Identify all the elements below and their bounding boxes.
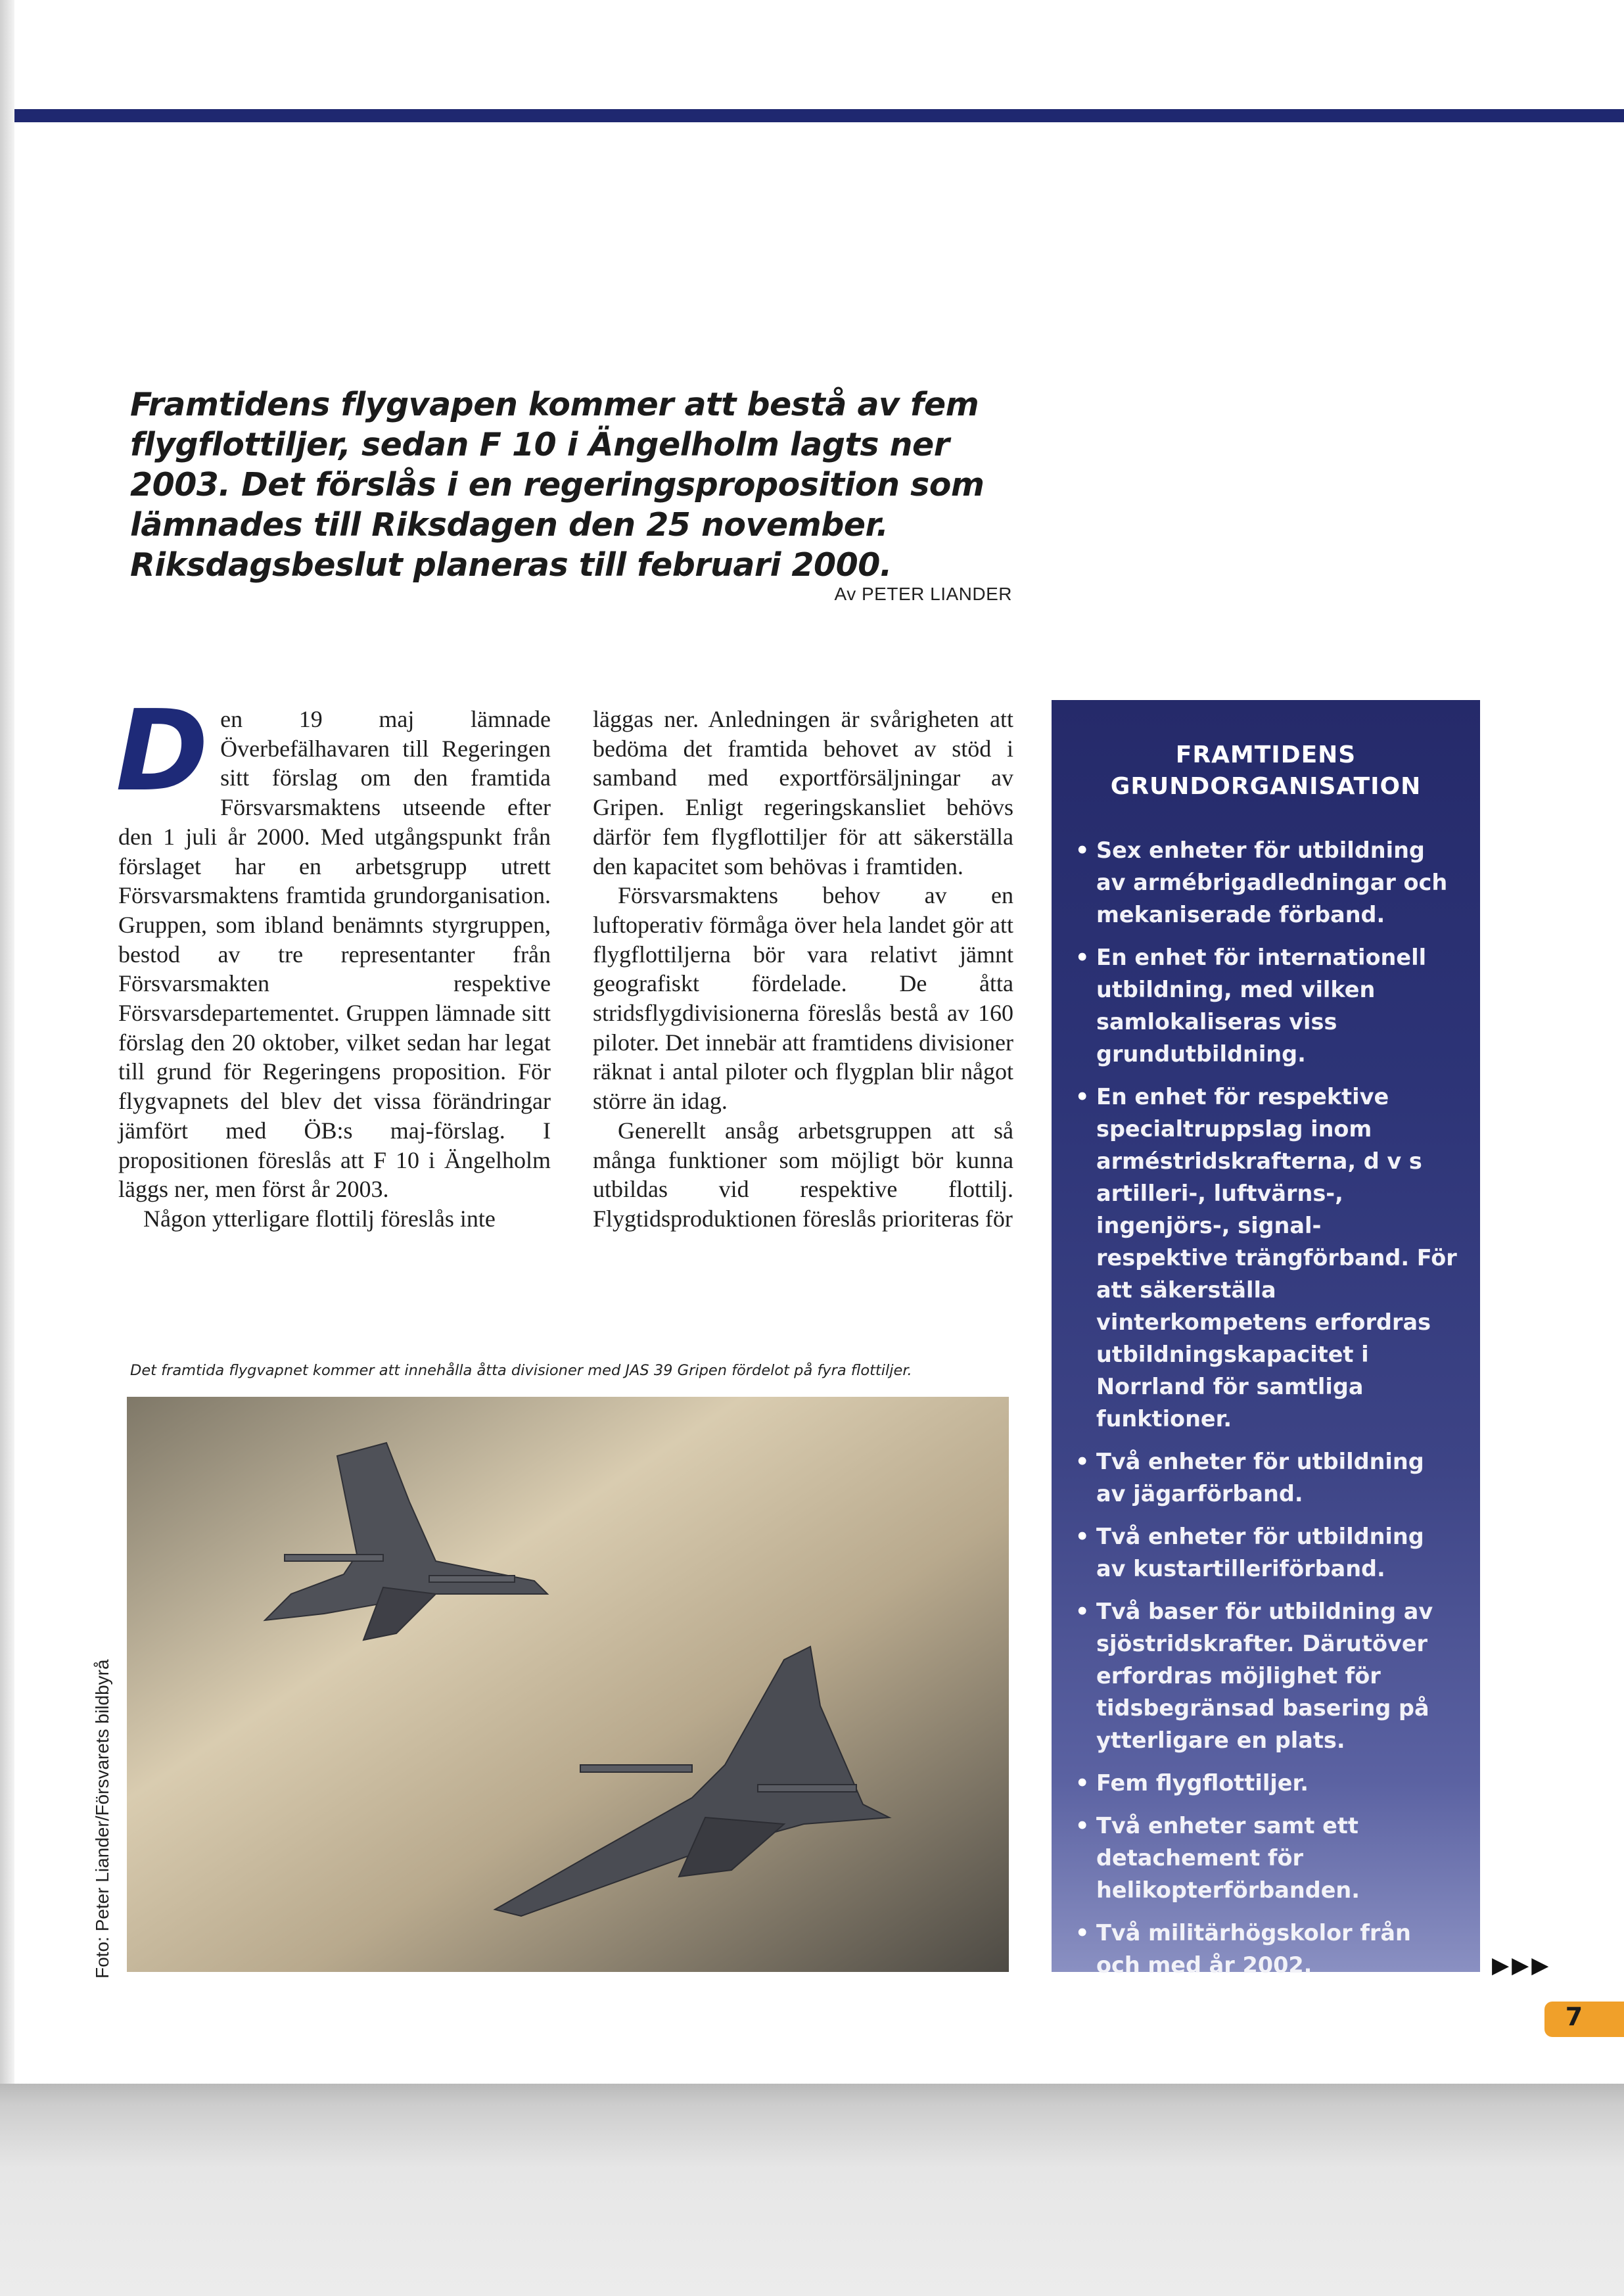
sidebar-item: • Två enheter för utbildning av jägarförband. bbox=[1074, 1445, 1458, 1510]
sidebar-item: • En enhet för respektive specialtruppslag inom arméstridskrafterna, d v s artilleri-, luftvärns-, ingenjörs-, signal- respektive trängförband. För att säkerställa vinterkompetens erfordras utbildningskapacitet i Norrland för samtliga funktioner. bbox=[1074, 1081, 1458, 1435]
sidebar-title bbox=[1074, 739, 1458, 803]
gripen-photo bbox=[127, 1397, 1009, 1972]
sidebar-item: • Två enheter samt ett detachement för helikopterförbanden. bbox=[1074, 1810, 1458, 1906]
article-column-1 bbox=[116, 686, 551, 1234]
article-paragraph: Försvarsmaktens behov av en luftoperativ förmåga över hela landet gör att flygflottiljerna bör vara relativt jämnt geografiskt fördelade. De åtta stridsflygdivisionerna föreslås bestå av 160 piloter. Det innebär att framtidens divisioner räknat i antal piloter och flygplan blir något större än idag. bbox=[593, 882, 1013, 1115]
photo-credit: Foto: Peter Liander/Försvarets bildbyrå bbox=[92, 1659, 112, 1979]
article-lead: Framtidens flygvapen kommer att bestå av fem flygflottiljer, sedan F 10 i Ängelholm lagts ner 2003. Det förslås i en regeringsproposition som lämnades till Riksdagen den 25 november. Riksdagsbeslut planeras till februari 2000. bbox=[130, 386, 985, 584]
sidebar-list bbox=[1074, 834, 1458, 1981]
sidebar-item: • Två enheter för utbildning av kustartilleriförband. bbox=[1074, 1520, 1458, 1585]
sidebar-title-line: GRUNDORGANISATION bbox=[1110, 773, 1422, 800]
sidebar-item: • Två militärhögskolor från och med år 2002. bbox=[1074, 1917, 1458, 1981]
paragraph-text: en 19 maj lämnade Överbefälhavaren till Regeringen sitt förslag om den framtida Försvarsmaktens utseende efter den 1 juli år 2000. Med utgångspunkt från förslaget har en arbetsgrupp utrett Försvarsmaktens framtida grundorganisation. Gruppen, som ibland benämnts styrgruppen, bestod av tre representanter från Försvarsmakten respektive Försvarsdepartementet. Gruppen lämnade sitt förslag den 20 oktober, vilket sedan har legat till grund för Regeringens proposition. För flygvapnets del blev det vissa förändringar jämfört med ÖB:s maj-förslag. I propositionen föreslås att F 10 i Ängelholm läggs ner, men först år 2003. bbox=[118, 706, 551, 1203]
top-rule bbox=[14, 109, 1624, 122]
article-column-2 bbox=[593, 705, 1013, 1234]
sidebar-title-line: FRAMTIDENS bbox=[1175, 741, 1357, 768]
byline: Av PETER LIANDER bbox=[834, 584, 1012, 604]
drop-cap: D bbox=[116, 686, 209, 816]
page-number: 7 bbox=[1565, 2002, 1583, 2031]
article-paragraph bbox=[116, 686, 551, 1204]
sidebar-item: • Två baser för utbildning av sjöstridskrafter. Därutöver erfordras möjlighet för tidsbegränsad basering på ytterligare en plats. bbox=[1074, 1595, 1458, 1756]
photo-caption: Det framtida flygvapnet kommer att innehålla åtta divisioner med JAS 39 Gripen fördelot på fyra flottiljer. bbox=[130, 1362, 912, 1379]
jet-illustration bbox=[127, 1397, 1009, 1972]
sidebar-item: • Sex enheter för utbildning av armébrigadledningar och mekaniserade förband. bbox=[1074, 834, 1458, 931]
sidebar-item: • En enhet för internationell utbildning, med vilken samlokaliseras viss grundutbildning. bbox=[1074, 941, 1458, 1070]
page-bottom-shadow bbox=[0, 2084, 1624, 2296]
sidebar-box bbox=[1052, 700, 1480, 1978]
page-edge bbox=[0, 0, 14, 2084]
continue-arrows-icon: ▶▶▶ bbox=[1492, 1952, 1552, 1979]
article-paragraph: läggas ner. Anledningen är svårigheten att bedöma det framtida behovet av stöd i samband med exportförsäljningar av Gripen. Enligt regeringskansliet behövs därför fem flygflottiljer för att säkerställa den kapacitet som behövas i framtiden. bbox=[593, 706, 1013, 879]
article-paragraph: Någon ytterligare flottilj föreslås inte bbox=[143, 1205, 496, 1232]
article-paragraph: Generellt ansåg arbetsgruppen att så många funktioner som möjligt bör kunna utbildas vid respektive flottilj. Flygtidsproduktionen föreslås prioriteras för bbox=[593, 1117, 1013, 1232]
sidebar-item: • Fem flygflottiljer. bbox=[1074, 1767, 1458, 1799]
